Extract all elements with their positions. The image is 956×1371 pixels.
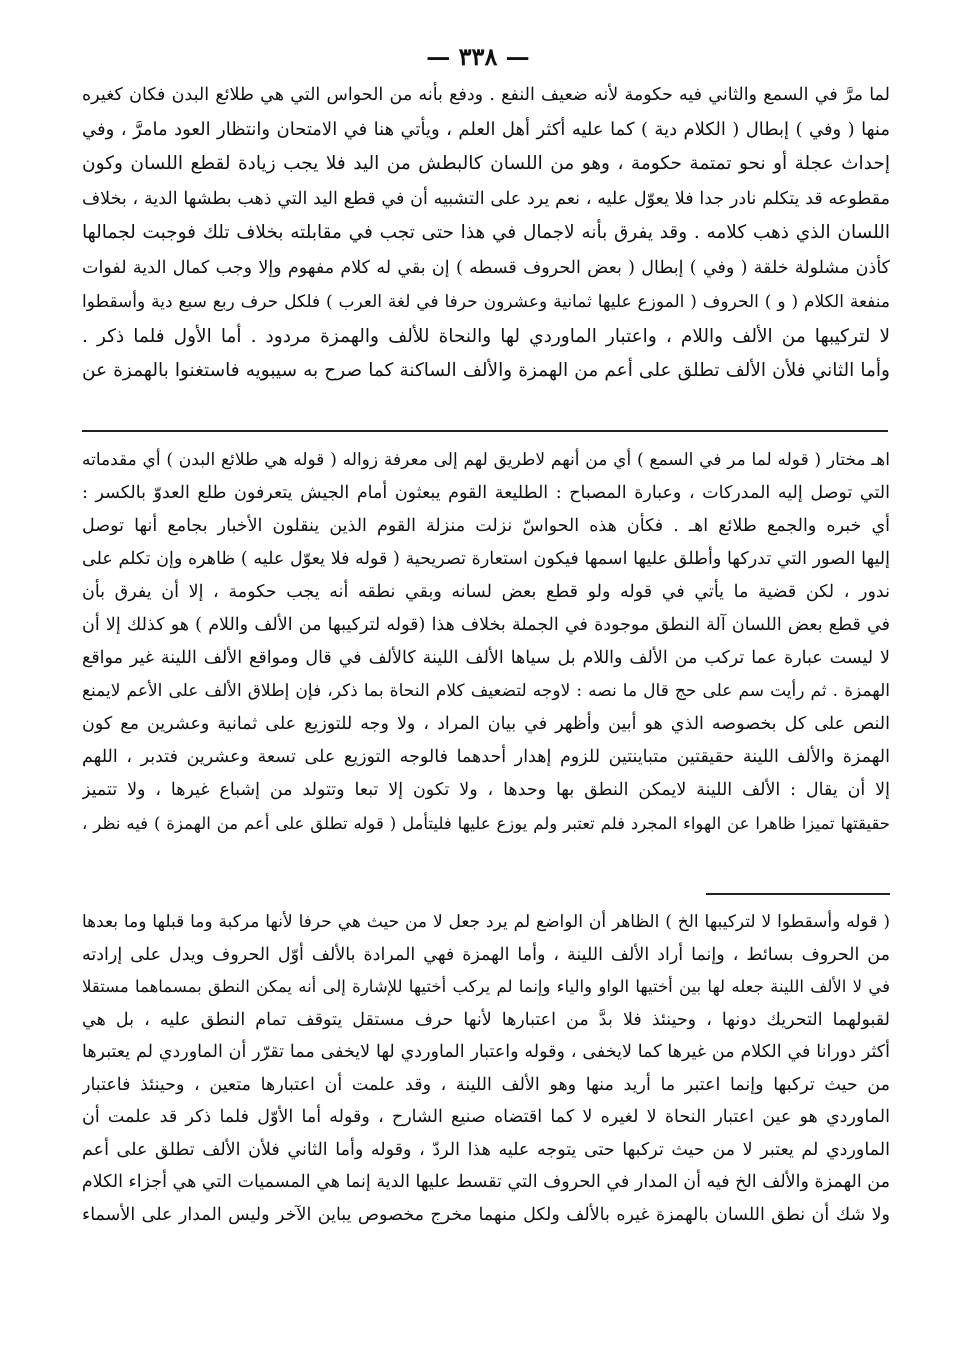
footnote-block-1 <box>82 444 890 840</box>
footnote-line: أكثر دورانا في الكلام من غيرها كما لايخفى ، وقوله واعتبار الماوردي لها لايخفى مما تقرّر أن الماوردي لم يعتبرها <box>82 1042 890 1062</box>
footnote-line: الهمزة والألف اللينة حقيقتين متباينتين للزوم إهدار أحدهما فالوجه التوزيع على تسعة وعشرين فتدبر ، اللهم <box>82 747 890 767</box>
main-text <box>82 78 890 389</box>
footnote-line: حقيقتها تميزا ظاهرا عن الهواء المجرد فلم تعتبر ولم يوزع عليها فليتأمل ( قوله تطلق على أعم من الهمزة ) فيه نظر ، <box>82 814 890 833</box>
footnote-block-2 <box>82 906 890 1231</box>
footnote-line: النص على كل بخصوصه الذي هو أبين وأظهر في بيان المراد ، ولا وجه للتوزيع على ثمانية وعشرين مع كون <box>82 714 890 734</box>
main-text-line: مقطوعه قد يتكلم نادر جدا فلا يعوّل عليه ، نعم يرد على التشبيه أن في قطع اليد التي ذهب بطشها الدية ، بخلاف <box>82 188 890 209</box>
footnote-line: إلا أن يقال : الألف اللينة لايمكن النطق بها وحدها ، ولا تكون إلا تبعا وتتولد من إشباع غيرها ، ولا تتميز <box>82 780 890 800</box>
footnote-line: الهمزة . ثم رأيت سم على حج قال ما نصه : لاوجه لتضعيف كلام النحاة بما ذكر، فإن إطلاق الألف على الأعم لايمنع <box>82 681 890 701</box>
footnote-line: الماوردي لم يعتبر لا من حيث تركبها حتى يتوجه عليه هذا الردّ ، وقوله وأما الثاني فلأن الألف تطلق على أعم <box>82 1139 890 1160</box>
footnote-line: ( قوله وأسقطوا لا لتركيبها الخ ) الظاهر أن الواضع لم يرد جعل لا من حيث هي حرفا لأنها مركبة وما قبلها وما بعدها <box>82 912 890 932</box>
footnote-line: في لا الألف اللينة جعله لها بين أختيها الواو والياء وإنما لم يركب أختيها للإشارة إلى أنه يمكن النطق بمسماهما مستقلا <box>82 977 890 996</box>
footnote-line: لقبولهما التحريك دونها ، وحينئذ فلا بدَّ من اعتبارها لأنها حرف مستقل يتوقف تمام النطق عليه ، بل هي <box>82 1009 890 1030</box>
footnote-separator <box>82 430 888 432</box>
footnote-line: التي توصل إليه المدركات ، وعبارة المصباح : الطليعة القوم يبعثون أمام الجيش يتعرفون طلع العدوّ بالكسر : <box>82 483 890 503</box>
page-number: — ٣٣٨ — <box>426 42 530 71</box>
footnote-line: لا ليست عبارة عما تركب من الألف واللام بل سياها الألف اللينة كالألف في قال ومواقع الألف اللينة غير مواقع <box>82 648 890 668</box>
main-text-line: كأذن مشلولة خلقة ( وفي ) إبطال ( بعض الحروف قسطه ) إن بقي له كلام مفهوم وإلا وجب كمال الدية لفوات <box>82 257 890 278</box>
footnote-line: اهـ مختار ( قوله لما مر في السمع ) أي من أنهم لاطريق لهم إلى معرفة زواله ( قوله هي طلائع البدن ) أي مقدماته <box>82 450 890 470</box>
footnote-line: ندور ، لكن قضية ما يأتي في قوله ولو قطع بعض لسانه وبقي نطقه أنه يجب حكومة ، إلا أن يفرق بأن <box>82 582 890 602</box>
footnote-line: الماوردي هو عين اعتبار النحاة لا لغيره لا كما اقتضاه صنيع الشارح ، وقوله أما الأوّل فلما ذكر قد علمت أن <box>82 1107 890 1127</box>
main-text-line: لما مرَّ في السمع والثاني فيه حكومة لأنه ضعيف النفع . ودفع بأنه من الحواس التي هي طلائع البدن فكان كغيره <box>82 85 890 105</box>
main-text-line: منفعة الكلام ( و ) الحروف ( الموزع عليها ثمانية وعشرون حرفا في لغة العرب ) فلكل حرف ربع سبع دية وأسقطوا <box>82 292 890 312</box>
footnote-line: من حيث تركبها وإنما اعتبر ما أريد منها وهو الألف اللينة ، وقد علمت أن اعتبارها متعين ، وحينئذ فاعتبار <box>82 1074 890 1095</box>
footnote-separator <box>706 893 890 895</box>
footnote-line: من الحروف بسائط ، وإنما أراد الألف اللينة ، وأما الهمزة فهي المرادة بالألف أوّل الحروف ويدل على إرادته <box>82 944 890 965</box>
main-text-line: اللسان الذي ذهب كلامه . وقد يفرق بأنه لاجمال في هذا حتى تجب في مقابلته بخلاف تلك فوجبت لجمالها <box>82 222 890 243</box>
footnote-line: أي خبره والجمع طلائع اهـ . فكأن هذه الحواسّ نزلت منزلة القوم الذين ينقلون الأخبار بجامع أنها توصل <box>82 516 890 536</box>
footnote-line: ولا شك أن نطق اللسان بالهمزة غيره بالألف ولكل منهما مخرج مخصوص يباين الآخر وليس المدار على الأسماء <box>82 1204 890 1225</box>
main-text-line: منها ( وفي ) إبطال ( الكلام دية ) كما عليه أكثر أهل العلم ، ويأتي هنا في الامتحان وانتظار العود مامرَّ ، وفي <box>82 118 890 140</box>
main-text-line: وأما الثاني فلأن الألف تطلق على أعم من الهمزة والألف الساكنة كما صرح به سيبويه فاستغنوا بالهمزة عن <box>82 360 890 381</box>
footnote-line: إليها الصور التي تدركها وأطلق عليها اسمها فيكون استعارة تصريحية ( قوله فلا يعوّل عليه ) ظاهره وإن تكلم على <box>82 549 890 569</box>
footnote-line: في قطع بعض اللسان آلة النطق موجودة في الجملة بخلاف هذا (قوله لتركيبها من الألف واللام ) هو كذلك إلا أن <box>82 615 890 635</box>
footnote-line: من الهمزة والألف الخ فيه أن المدار في الحروف التي تقسط عليها الدية إنما هي المسميات التي هي أجزاء الكلام <box>82 1172 890 1192</box>
main-text-line: إحداث عجلة أو نحو تمتمة حكومة ، وهو من اللسان كالبطش من اليد فلا يجب زيادة لقطع اللسان وكون <box>82 153 890 174</box>
main-text-line: لا لتركيبها من الألف واللام ، واعتبار الماوردي لها والنحاة للألف والهمزة مردود . أما الأول فلما ذكر . <box>82 325 890 347</box>
